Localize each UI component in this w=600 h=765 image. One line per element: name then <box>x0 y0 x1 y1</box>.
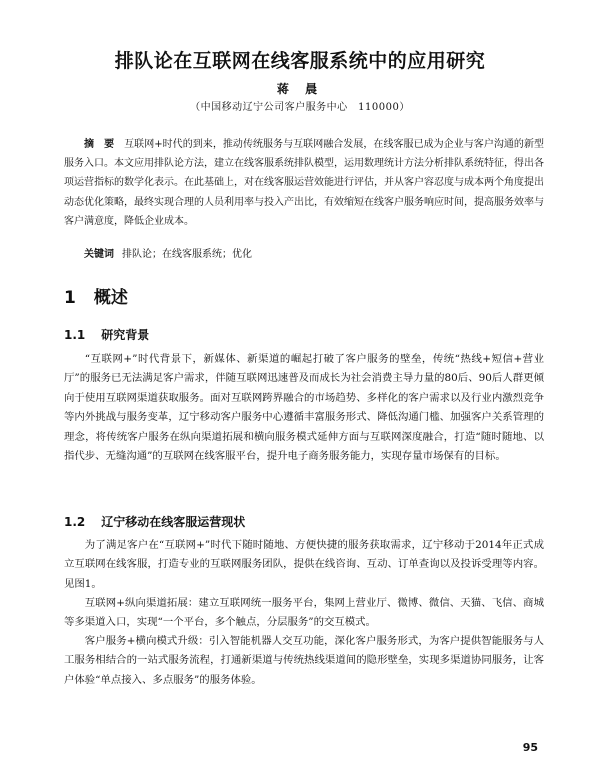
paragraph-horizontal-upgrade: 客户服务+横向模式升级：引入智能机器人交互功能，深化客户服务形式，为客户提供智能服务与人工服务相结合的一站式服务流程，打通新渠道与传统热线渠道间的隐形壁垒，实现多渠道协同服务，让客户体验“单点接入、多点服务”的服务体验。 <box>64 635 544 686</box>
subsection-number: 1.1 <box>64 328 86 342</box>
keywords-text: 排队论；在线客服系统；优化 <box>122 249 252 260</box>
subsection-heading-1-1 <box>64 326 149 343</box>
subsection-number: 1.2 <box>64 515 86 529</box>
keywords-label: 关键词 <box>84 249 114 260</box>
paragraph-status: 为了满足客户在“互联网+”时代下随时随地、方便快捷的服务获取需求，辽宁移动于2014年正式成立互联网在线客服，打造专业的互联网服务团队，提供在线咨询、互动、订单查询以及投诉受理等内容。见图1。 <box>64 539 544 590</box>
paragraph-background: “互联网+”时代背景下，新媒体、新渠道的崛起打破了客户服务的壁垒，传统“热线+短信+营业厅”的服务已无法满足客户需求，伴随互联网迅速普及而成长为社会消费主导力量的80后、90后人群更倾向于使用互联网渠道获取服务。面对互联网跨界融合的市场趋势、多样化的客户需求以及行业内激烈竞争等内外挑战与服务变革，辽宁移动客户服务中心遵循丰富服务形式、降低沟通门槛、加强客户关系管理的理念，将传统客户服务在纵向渠道拓展和横向服务模式延伸方面与互联网深度融合，打造“随时随地、以指代步、无缝沟通”的互联网在线客服平台，提升电子商务服务能力，实现存量市场保有的目标。 <box>64 353 544 463</box>
section-number: 1 <box>64 288 76 308</box>
paragraph-vertical-channels: 互联网+纵向渠道拓展：建立互联网统一服务平台，集网上营业厅、微博、微信、天猫、飞信、商城等多渠道入口，实现“一个平台，多个触点，分层服务”的交互模式。 <box>64 597 544 629</box>
section-title: 概述 <box>93 288 128 308</box>
abstract-text: 互联网+时代的到来，推动传统服务与互联网融合发展，在线客服已成为企业与客户沟通的新型服务入口。本文应用排队论方法，建立在线客服系统排队模型，运用数理统计方法分析排队系统特征，得出各项运营指标的数学化表示。在此基础上，对在线客服运营效能进行评估，并从客户容忍度与成本两个角度提出动态优化策略，最终实现合理的人员利用率与投入产出比，有效缩短在线客户服务响应时间，提高服务效率与客户满意度，降低企业成本。 <box>64 139 545 227</box>
page-number: 95 <box>522 741 538 754</box>
abstract <box>64 135 544 231</box>
subsection-title: 辽宁移动在线客服运营现状 <box>101 515 246 529</box>
subsection-heading-1-2 <box>64 513 245 530</box>
author-affiliation: （中国移动辽宁公司客户服务中心 110000） <box>190 102 410 113</box>
paper-title: 排队论在互联网在线客服系统中的应用研究 <box>114 50 486 72</box>
subsection-title: 研究背景 <box>101 328 150 342</box>
section-heading-1 <box>64 283 128 308</box>
keywords <box>64 247 544 263</box>
abstract-label: 摘 要 <box>84 139 115 150</box>
author-name: 蒋 晨 <box>276 82 324 96</box>
